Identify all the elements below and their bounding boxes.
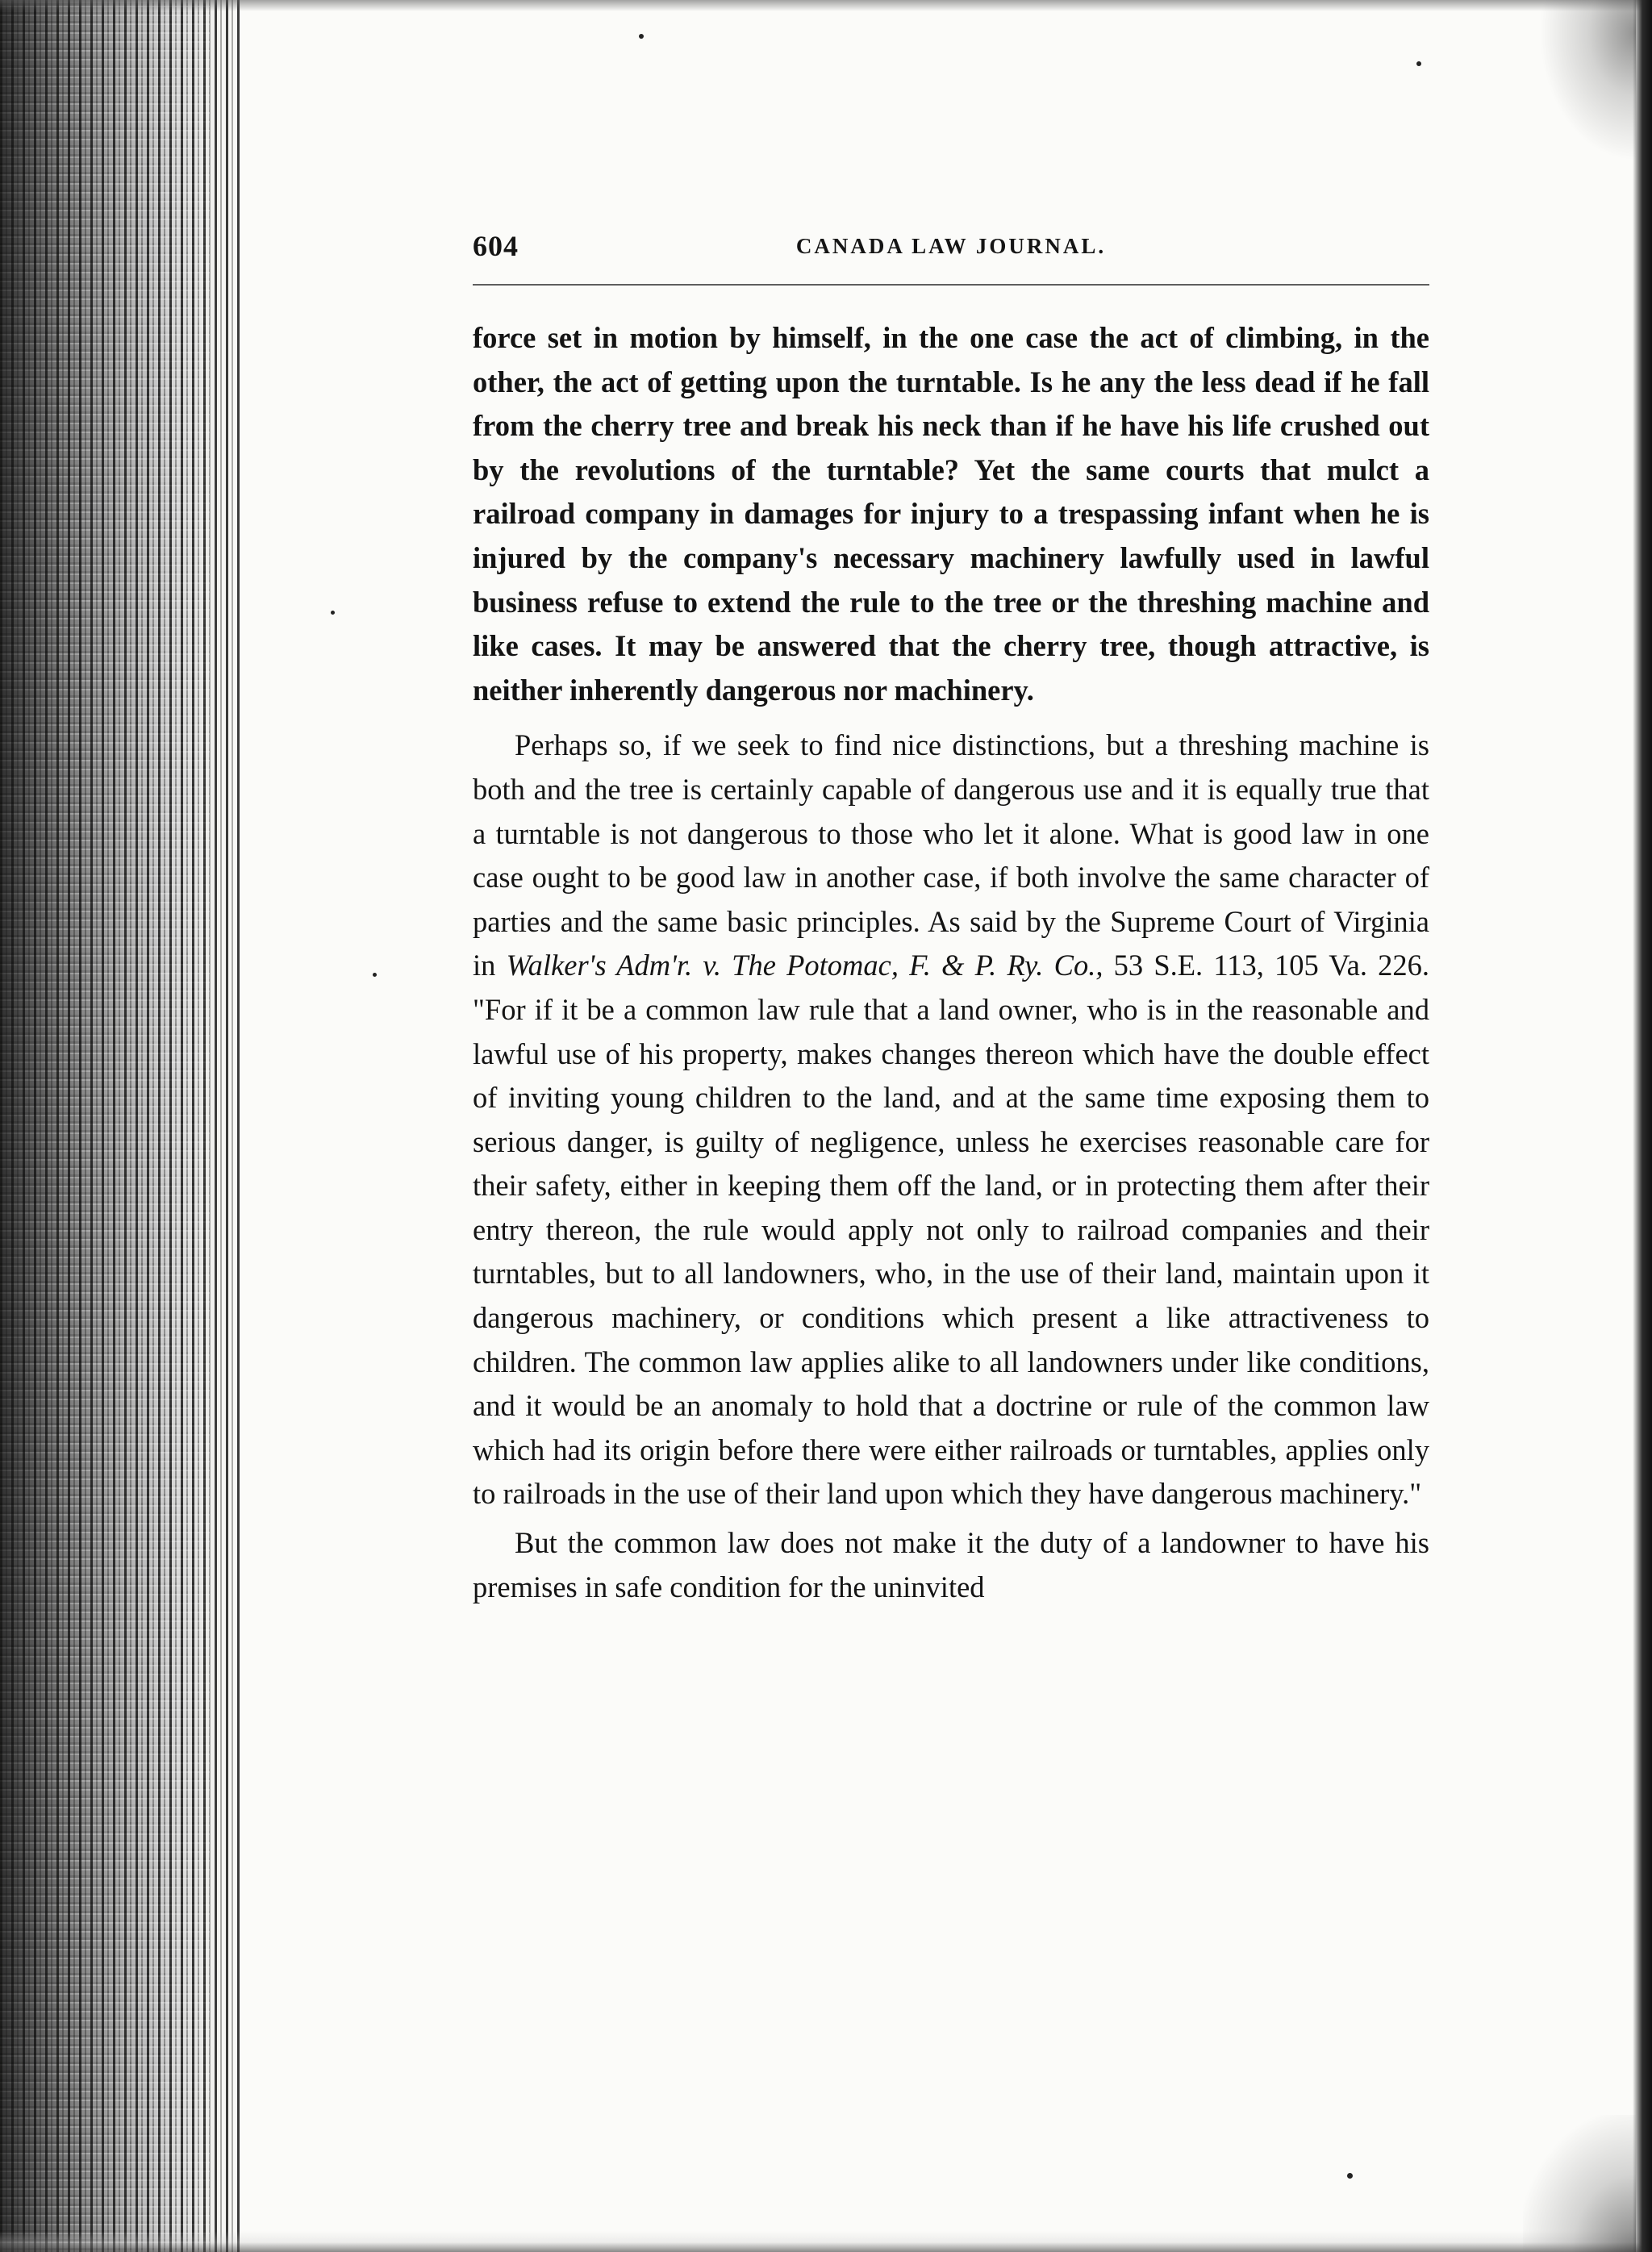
paragraph-2-text-after-case: 53 S.E. 113, 105 Va. 226. "For if it be a common law rule that a land owner, who is in the reasonable and lawful use of his property, makes changes thereon which have the double effect of inviting young children to the land, and at the same time exposing them to serious danger, is guilty of negligence, unless he exercises reasonable care for their safety, either in keeping them off the land, or in protecting them after their entry thereon, the rule would apply not only to railroad companies and their turntables, but to all landowners, who, in the use of their land, maintain upon it dangerous machinery, or conditions which present a like attractiveness to children. The common law applies alike to all landowners under like conditions, and it would be an anomaly to hold that a doctrine or rule of the common law which had its origin before there were either railroads or turntables, applies only to railroads in the use of their land upon which they have dangerous machinery.": [473, 949, 1430, 1511]
paragraph-2-text-before-case: Perhaps so, if we seek to find nice distinctions, but a threshing machine is both and the tree is certainly capable of dangerous use and it is equally true that a turntable is not dangerous to those who let it alone. What is good law in one case ought to be good law in another case, if both involve the same character of parties and the same basic principles. As said by the Supreme Court of Virginia in: [473, 728, 1429, 982]
scan-speck: [1347, 2173, 1353, 2179]
bottom-edge-shadow: [0, 2231, 1652, 2252]
header-rule: [473, 284, 1429, 286]
scan-speck: [331, 611, 335, 615]
running-title: CANADA LAW JOURNAL.: [795, 234, 1107, 258]
scan-speck: [1416, 61, 1421, 66]
scan-speck: [373, 973, 377, 977]
case-citation-name: Walker's Adm'r. v. The Potomac, F. & P. Ry. Co.,: [506, 949, 1103, 982]
right-edge-shadow: [1633, 0, 1652, 2252]
top-edge-shadow: [0, 0, 1652, 11]
body-text: [473, 316, 1429, 1609]
top-right-smudge: [1539, 0, 1636, 161]
binding-noise: [0, 0, 210, 2252]
bottom-right-smudge: [1523, 2115, 1636, 2252]
page-number: 604: [473, 230, 519, 262]
paragraph-2: [473, 724, 1429, 1516]
paragraph-3: But the common law does not make it the duty of a landowner to have his premises in safe condition for the uninvited: [473, 1526, 1429, 1604]
page-header: [473, 229, 1429, 271]
scan-speck: [639, 34, 644, 39]
paragraph-1: force set in motion by himself, in the one case the act of climbing, in the other, the act of getting upon the turntable. Is he any the less dead if he fall from the cherry tree and break his neck than if he have his life crushed out by the revolutions of the turntable? Yet the same courts that mulct a railroad company in damages for injury to a trespassing infant when he is injured by the company's necessary machinery lawfully used in lawful business refuse to extend the rule to the tree or the threshing machine and like cases. It may be answered that the cherry tree, though attractive, is neither inherently dangerous nor machinery.: [473, 321, 1429, 707]
